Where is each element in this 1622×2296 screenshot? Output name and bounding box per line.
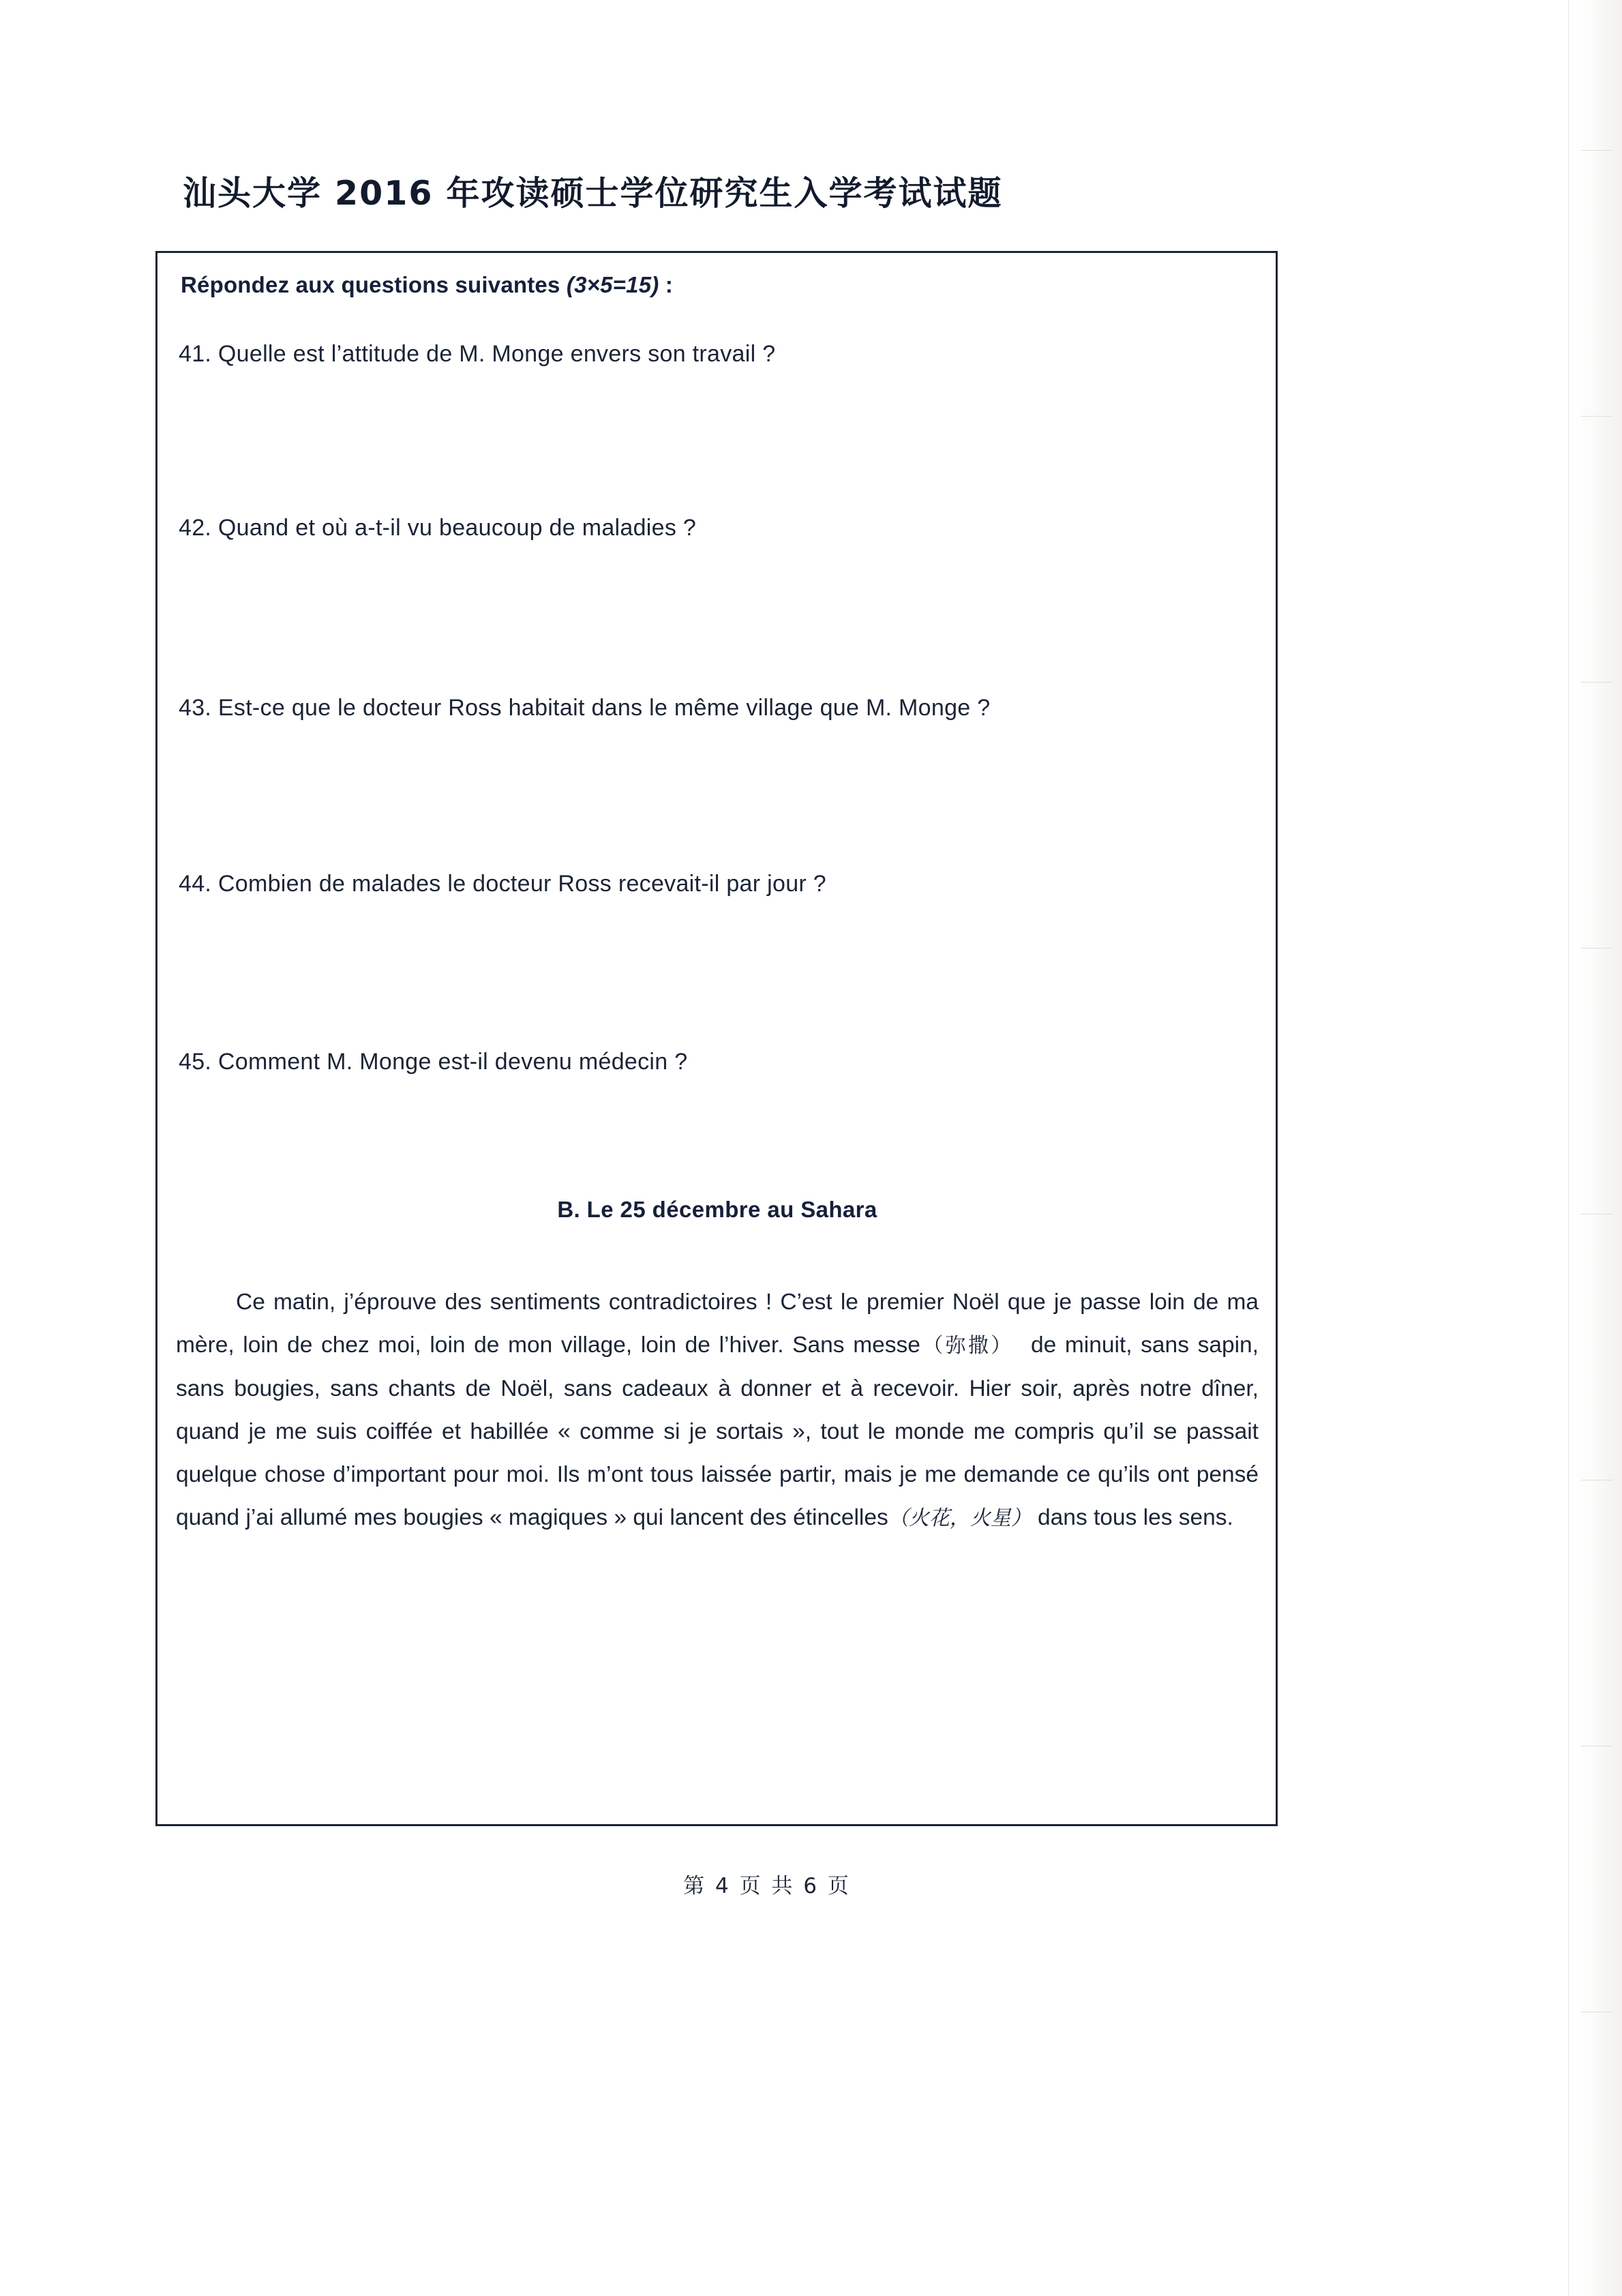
question-44: 44. Combien de malades le docteur Ross recevait-il par jour ? — [179, 871, 826, 897]
section-b-heading: B. Le 25 décembre au Sahara — [557, 1197, 877, 1222]
question-41: 41. Quelle est l’attitude de M. Monge envers son travail ? — [179, 341, 776, 367]
question-45: 45. Comment M. Monge est-il devenu médecin ? — [179, 1049, 688, 1075]
instruction-text: Répondez aux questions suivantes — [181, 272, 560, 297]
passage-part-2: de minuit, sans sapin, sans bougies, sans chants de Noël, sans cadeaux à donner et à recevoir. Hier soir, après notre dîner, quand je me suis coiffée et habillée « comme si je sortais », tout le monde me compris qu’il se passait quelque chose d’important pour moi. Ils m’ont tous laissée partir, mais je me demande ce qu’ils ont pensé quand j’ai allumé mes bougies « magiques » qui lancent des étincelles — [176, 1332, 1259, 1530]
reading-passage — [176, 1281, 1259, 1540]
question-42: 42. Quand et où a-t-il vu beaucoup de maladies ? — [179, 515, 697, 541]
passage-part-1: Ce matin, j’éprouve des sentiments contradictoires ! C’est le premier Noël que je passe loin de ma mère, loin de chez moi, loin de mon village, loin de l’hiver. Sans messe — [176, 1289, 1259, 1358]
instruction-colon: : — [659, 272, 674, 297]
instruction-points: (3×5=15) — [566, 272, 659, 297]
gloss-etincelles: （火花，火星） — [888, 1506, 1032, 1530]
question-43: 43. Est-ce que le docteur Ross habitait dans le même village que M. Monge ? — [179, 695, 991, 721]
gloss-messe: （弥撒） — [920, 1334, 1014, 1358]
page-edge-shadow — [1568, 0, 1622, 2296]
passage-part-3: dans tous les sens. — [1038, 1505, 1233, 1530]
instruction-line — [181, 272, 1255, 298]
exam-content-frame — [155, 251, 1278, 1826]
page-title: 汕头大学 2016 年攻读硕士学位研究生入学考试试题 — [183, 174, 1003, 213]
page-footer: 第 4 页 共 6 页 — [683, 1874, 851, 1898]
